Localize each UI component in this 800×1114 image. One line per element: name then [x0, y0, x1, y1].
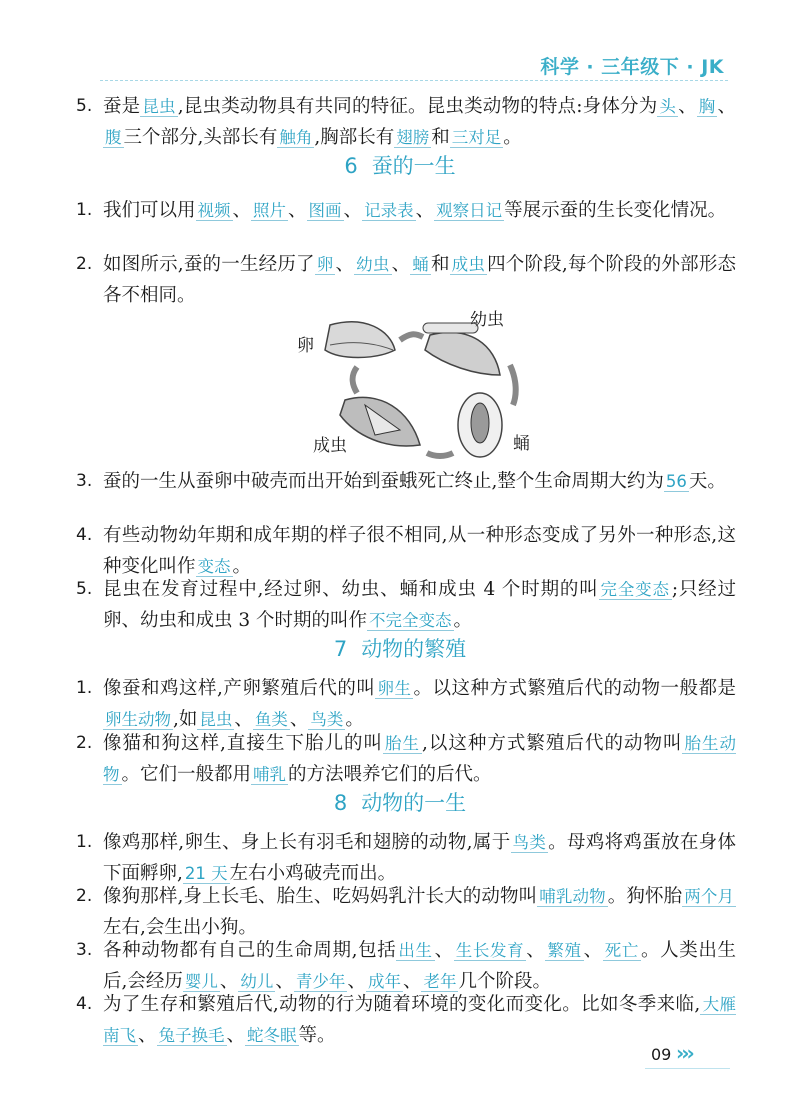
- answer: 幼虫: [356, 255, 390, 274]
- diagram-label-egg: 卵: [297, 336, 314, 356]
- answer: 完全变态: [600, 580, 670, 599]
- answer: 成年: [367, 972, 401, 991]
- answer: 记录表: [364, 201, 414, 220]
- item-text: 像鸡那样,卵生、身上长有羽毛和翅膀的动物,属于 鸟类 。母鸡将鸡蛋放在身体下面孵卵, 21 天 左右小鸡破壳而出。: [103, 832, 736, 884]
- answer: 触角: [279, 128, 313, 147]
- item-number: 5.: [76, 579, 93, 599]
- answer: 变态: [197, 557, 231, 576]
- question-item: [76, 466, 736, 497]
- chevron-right-icon: ›››: [676, 1041, 692, 1065]
- answer: 青少年: [295, 972, 346, 991]
- answer: 视频: [197, 201, 231, 220]
- answer: 鸟类: [310, 710, 344, 729]
- item-text: 我们可以用 视频 、 照片 、 图画 、 记录表 、 观察日记 等展示蚕的生长变化情况。: [103, 200, 727, 221]
- answer: 蛹: [412, 255, 429, 274]
- answer: 照片: [253, 201, 287, 220]
- item-number: 3.: [76, 940, 93, 960]
- item-number: 2.: [76, 886, 93, 906]
- item-number: 4.: [76, 994, 93, 1014]
- answer: 哺乳动物: [539, 887, 606, 906]
- item-text: 有些动物幼年期和成年期的样子很不相同,从一种形态变成了另外一种形态,这种变化叫作 变态 。: [103, 525, 736, 577]
- answer: 成虫: [451, 255, 486, 274]
- item-text: 昆虫在发育过程中,经过卵、幼虫、蛹和成虫 4 个时期的叫 完全变态 ;只经过卵、幼虫和成虫 3 个时期的叫作 不完全变态 。: [103, 579, 737, 631]
- item-text: 像狗那样,身上长毛、胎生、吃妈妈乳汁长大的动物叫 哺乳动物 。狗怀胎 两个月左右,会生出小狗。: [103, 886, 734, 938]
- question-item: [76, 881, 736, 943]
- item-number: 1.: [76, 200, 93, 220]
- answer: 图画: [308, 201, 342, 220]
- page-number: 09: [651, 1045, 672, 1064]
- item-number: 1.: [76, 678, 93, 698]
- answer: 兔子换毛: [158, 1026, 225, 1045]
- question-item: [76, 935, 736, 997]
- item-text: 各种动物都有自己的生命周期,包括 出生 、 生长发育 、 繁殖 、 死亡 。人类出生后,会经历 婴儿 、 幼儿 、 青少年 、 成年 、 老年 几个阶段。: [103, 940, 736, 992]
- answer: 婴儿: [184, 972, 218, 991]
- answer: 21 天: [184, 864, 228, 883]
- item-text: 像猫和狗这样,直接生下胎儿的叫 胎生 ,以这种方式繁殖后代的动物叫 胎生动物 。它们一般都用 哺乳 的方法喂养它们的后代。: [103, 733, 736, 785]
- item-text: 蚕的一生从蚕卵中破壳而出开始到蚕蛾死亡终止,整个生命周期大约为 56 天。: [103, 471, 726, 492]
- section-title: 8 动物的一生: [333, 791, 467, 815]
- question-item: [76, 827, 736, 889]
- answer: 胸: [698, 97, 716, 116]
- item-text: 像蚕和鸡这样,产卵繁殖后代的叫 卵生 。以这种方式繁殖后代的动物一般都是卵生动物 ,如 昆虫 、 鱼类 、 鸟类 。: [103, 678, 737, 730]
- diagram-label-adult: 成虫: [313, 436, 347, 456]
- item-text: 蚕是 昆虫 ,昆虫类动物具有共同的特征。昆虫类动物的特点:身体分为 头 、 胸 、腹 三个部分,头部长有 触角 ,胸部长有 翅膀 和 三对足 。: [103, 96, 736, 148]
- answer: 翅膀: [396, 128, 430, 147]
- answer: 卵生动物: [105, 710, 171, 729]
- answer: 不完全变态: [369, 611, 452, 630]
- item-text: 如图所示,蚕的一生经历了 卵 、 幼虫 、 蛹 和 成虫 四个阶段,每个阶段的外部形态各不相同。: [103, 254, 737, 306]
- running-header: 科学 · 三年级下 · JK: [540, 56, 724, 78]
- answer: 鱼类: [254, 710, 288, 729]
- item-number: 2.: [76, 733, 93, 753]
- item-number: 1.: [76, 832, 93, 852]
- diagram-label-pupa: 蛹: [513, 434, 530, 454]
- answer: 两个月: [684, 887, 734, 906]
- answer: 胎生: [384, 734, 420, 753]
- question-item: [76, 989, 736, 1051]
- answer: 昆虫: [142, 97, 176, 116]
- section-title: 7 动物的繁殖: [333, 637, 467, 661]
- answer: 头: [659, 97, 677, 116]
- section-title: 6 蚕的一生: [344, 154, 456, 178]
- item-number: 2.: [76, 254, 93, 274]
- answer: 蛇冬眠: [247, 1026, 297, 1045]
- header-rule: [100, 80, 728, 81]
- item-number: 4.: [76, 525, 93, 545]
- question-item: [76, 249, 736, 311]
- question-item: [76, 520, 736, 582]
- question-item: [76, 728, 736, 790]
- answer: 卵生: [377, 679, 412, 698]
- question-item: [76, 195, 736, 226]
- answer: 三对足: [451, 128, 502, 147]
- question-item: [76, 91, 736, 153]
- answer: 老年: [423, 972, 457, 991]
- footer-rule: [645, 1068, 730, 1069]
- answer: 腹: [105, 128, 122, 147]
- answer: 大雁南飞: [103, 995, 736, 1045]
- answer: 出生: [398, 941, 433, 960]
- answer: 死亡: [604, 941, 639, 960]
- question-item: [76, 673, 736, 735]
- answer: 观察日记: [436, 201, 503, 220]
- silkworm-lifecycle-diagram: [285, 305, 535, 465]
- answer: 幼儿: [240, 972, 274, 991]
- answer: 繁殖: [547, 941, 582, 960]
- item-text: 为了生存和繁殖后代,动物的行为随着环境的变化而变化。比如冬季来临, 大雁南飞 、 兔子换毛 、 蛇冬眠 等。: [103, 994, 736, 1046]
- answer: 56: [665, 472, 687, 491]
- question-item: [76, 574, 736, 636]
- diagram-label-larva: 幼虫: [470, 310, 504, 330]
- answer: 鸟类: [512, 833, 547, 852]
- item-number: 3.: [76, 471, 93, 491]
- item-number: 5.: [76, 96, 93, 116]
- answer: 哺乳: [253, 765, 287, 784]
- answer: 卵: [316, 255, 334, 274]
- answer: 胎生动物: [103, 734, 736, 784]
- answer: 生长发育: [455, 941, 525, 960]
- answer: 昆虫: [199, 710, 233, 729]
